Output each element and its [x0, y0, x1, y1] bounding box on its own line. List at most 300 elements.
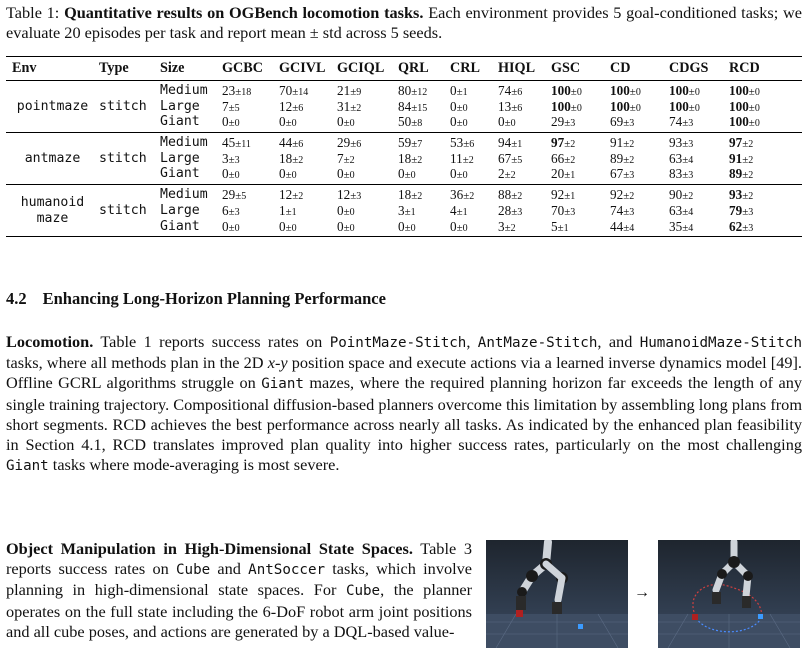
- size-cell: [154, 81, 216, 133]
- column-header-gciql: GCIQL: [331, 57, 392, 81]
- figure-panel-end: [658, 540, 800, 648]
- score: [222, 203, 273, 219]
- math-xy: x-y: [267, 353, 288, 373]
- score: [498, 114, 545, 130]
- plus-minus-symbol: ±: [511, 153, 518, 166]
- score-std: 0: [510, 118, 516, 130]
- score: [669, 166, 723, 182]
- plus-minus-symbol: ±: [411, 117, 418, 130]
- score-mean: 100: [551, 98, 571, 114]
- score: [450, 151, 492, 167]
- score-cell-gciql: [331, 81, 392, 133]
- score-std: 1: [462, 87, 468, 98]
- score-mean: 100: [610, 98, 630, 114]
- plus-minus-symbol: ±: [511, 86, 518, 98]
- score-std: 12: [417, 87, 428, 98]
- plus-minus-symbol: ±: [350, 190, 357, 203]
- score: [398, 166, 444, 182]
- score-mean: 94: [498, 135, 512, 151]
- score-mean: 70: [551, 202, 565, 218]
- code-pointmaze: PointMaze-Stitch: [329, 335, 467, 351]
- score-cell-cdgs: [663, 185, 723, 237]
- score-std: 2: [298, 191, 304, 203]
- score: [610, 166, 663, 182]
- table-body: [6, 81, 802, 237]
- score-mean: 0: [337, 202, 344, 218]
- plus-minus-symbol: ±: [748, 86, 755, 98]
- plus-minus-symbol: ±: [742, 153, 749, 166]
- score-std: 0: [754, 118, 760, 130]
- plus-minus-symbol: ±: [629, 86, 636, 98]
- plus-minus-symbol: ±: [564, 205, 571, 218]
- score: [337, 135, 392, 151]
- plus-minus-symbol: ±: [742, 205, 749, 218]
- score-std: 0: [576, 87, 582, 98]
- score-mean: 23: [222, 83, 236, 98]
- score-std: 6: [517, 87, 523, 98]
- plus-minus-symbol: ±: [688, 86, 695, 98]
- score: [398, 99, 444, 115]
- plus-minus-symbol: ±: [564, 153, 571, 166]
- score-mean: 44: [279, 135, 293, 151]
- caption-label: Table 1:: [6, 3, 60, 22]
- score: [551, 203, 604, 219]
- plus-minus-symbol: ±: [564, 117, 571, 130]
- score-mean: 5: [551, 218, 558, 234]
- score: [498, 135, 545, 151]
- score-mean: 92: [610, 187, 624, 203]
- score: [551, 166, 604, 182]
- env-cell: [6, 81, 93, 133]
- score-mean: 91: [610, 135, 624, 151]
- plus-minus-symbol: ±: [343, 153, 350, 166]
- text-run: tasks where mode-averaging is most severe.: [48, 455, 340, 475]
- score: [551, 135, 604, 151]
- score-mean: 0: [450, 114, 457, 130]
- score-std: 3: [234, 206, 240, 218]
- score-mean: 88: [498, 187, 512, 203]
- score-mean: 0: [450, 218, 457, 234]
- score-cell-gcivl: [273, 81, 331, 133]
- plus-minus-symbol: ±: [623, 221, 630, 234]
- plus-minus-symbol: ±: [504, 117, 511, 130]
- score-std: 3: [517, 206, 523, 218]
- score-mean: 18: [398, 150, 412, 166]
- plus-minus-symbol: ±: [235, 190, 242, 203]
- plus-minus-symbol: ±: [343, 169, 350, 182]
- score: [279, 219, 331, 235]
- score: [729, 219, 802, 235]
- score-mean: 7: [222, 98, 229, 114]
- plus-minus-symbol: ±: [411, 101, 418, 114]
- score-std: 2: [748, 154, 754, 166]
- score-std: 0: [462, 222, 468, 234]
- plus-minus-symbol: ±: [557, 221, 564, 234]
- plus-minus-symbol: ±: [623, 169, 630, 182]
- plus-minus-symbol: ±: [228, 169, 235, 182]
- column-header-type: Type: [93, 57, 154, 81]
- plus-minus-symbol: ±: [285, 117, 292, 130]
- score-std: 0: [694, 87, 700, 98]
- score-mean: 62: [729, 218, 743, 234]
- score-cell-cdgs: [663, 81, 723, 133]
- score-mean: 97: [729, 135, 743, 151]
- section-title: Enhancing Long-Horizon Planning Performance: [42, 289, 386, 308]
- plus-minus-symbol: ±: [629, 101, 636, 114]
- score-mean: 12: [279, 187, 293, 203]
- code-humanoidmaze: HumanoidMaze-Stitch: [639, 335, 802, 351]
- score-mean: 11: [450, 150, 463, 166]
- size-label: Large: [160, 150, 200, 166]
- plus-minus-symbol: ±: [504, 221, 511, 234]
- plus-minus-symbol: ±: [411, 86, 418, 98]
- plus-minus-symbol: ±: [235, 86, 242, 98]
- score-std: 1: [517, 139, 523, 151]
- score: [498, 203, 545, 219]
- plus-minus-symbol: ±: [292, 138, 299, 151]
- score-std: 3: [629, 170, 635, 182]
- score-std: 0: [694, 102, 700, 114]
- score-mean: 18: [279, 150, 293, 166]
- size-label: Large: [160, 98, 200, 114]
- score: [729, 83, 802, 99]
- score-mean: 29: [551, 114, 565, 130]
- plus-minus-symbol: ±: [456, 86, 463, 98]
- plus-minus-symbol: ±: [570, 86, 577, 98]
- size-label: Giant: [160, 114, 200, 130]
- table-header-row: [6, 57, 802, 81]
- score-std: 15: [417, 102, 428, 114]
- plus-minus-symbol: ±: [343, 117, 350, 130]
- type-cell: stitch: [93, 133, 154, 185]
- score-mean: 12: [279, 98, 293, 114]
- score-mean: 21: [337, 83, 351, 98]
- score-std: 0: [349, 118, 355, 130]
- score-mean: 97: [551, 135, 565, 151]
- plus-minus-symbol: ±: [623, 117, 630, 130]
- plus-minus-symbol: ±: [682, 153, 689, 166]
- plus-minus-symbol: ±: [411, 153, 418, 166]
- object-manipulation-paragraph: [6, 539, 472, 642]
- plus-minus-symbol: ±: [682, 169, 689, 182]
- score-std: 3: [570, 118, 576, 130]
- score-cell-hiql: [492, 81, 545, 133]
- score: [398, 114, 444, 130]
- code-antsoccer: AntSoccer: [248, 562, 326, 579]
- score-std: 9: [356, 87, 362, 98]
- text-run: , and: [597, 332, 640, 351]
- score-std: 4: [688, 154, 694, 166]
- score-cell-crl: [444, 81, 492, 133]
- score-std: 0: [410, 170, 416, 182]
- object-heading: Object Manipulation in High-Dimensional State Spaces.: [6, 539, 413, 558]
- score-mean: 59: [398, 135, 412, 151]
- env-name: antmaze: [24, 150, 81, 166]
- plus-minus-symbol: ±: [570, 101, 577, 114]
- plus-minus-symbol: ±: [742, 190, 749, 203]
- score: [222, 114, 273, 130]
- score-std: 2: [629, 154, 635, 166]
- score-mean: 6: [222, 202, 229, 218]
- score-std: 2: [688, 191, 694, 203]
- right-arrow-icon: →: [634, 584, 650, 601]
- score-std: 0: [349, 222, 355, 234]
- size-label: Medium: [160, 187, 208, 203]
- score-mean: 0: [450, 98, 457, 114]
- score-mean: 66: [551, 150, 565, 166]
- section-number: 4.2: [6, 289, 27, 308]
- size-cell: [154, 133, 216, 185]
- score: [398, 219, 444, 235]
- score-std: 3: [748, 206, 754, 218]
- score-mean: 92: [551, 187, 565, 203]
- score-std: 1: [570, 170, 576, 182]
- env-cell: [6, 133, 93, 185]
- score: [729, 151, 802, 167]
- score-std: 6: [298, 139, 304, 151]
- caption-title: Quantitative results on OGBench locomotion tasks.: [64, 3, 424, 22]
- results-table-wrapper: [6, 56, 802, 237]
- score-mean: 0: [398, 218, 405, 234]
- plus-minus-symbol: ±: [623, 205, 630, 218]
- score-std: 0: [754, 102, 760, 114]
- plus-minus-symbol: ±: [350, 101, 357, 114]
- score: [610, 219, 663, 235]
- plus-minus-symbol: ±: [682, 117, 689, 130]
- plus-minus-symbol: ±: [350, 138, 357, 151]
- score-mean: 28: [498, 202, 512, 218]
- score-mean: 100: [551, 83, 571, 98]
- code-giant: Giant: [6, 458, 49, 475]
- plus-minus-symbol: ±: [682, 205, 689, 218]
- score-std: 2: [629, 139, 635, 151]
- plus-minus-symbol: ±: [511, 138, 518, 151]
- plus-minus-symbol: ±: [511, 205, 518, 218]
- score-std: 3: [356, 191, 362, 203]
- score-mean: 3: [398, 202, 405, 218]
- score-mean: 0: [450, 166, 457, 182]
- score-cell-gsc: [545, 133, 604, 185]
- score-cell-gciql: [331, 133, 392, 185]
- score-std: 2: [468, 154, 474, 166]
- score: [610, 135, 663, 151]
- score-std: 2: [570, 154, 576, 166]
- score-mean: 0: [337, 218, 344, 234]
- plus-minus-symbol: ±: [404, 221, 411, 234]
- score: [222, 135, 273, 151]
- score: [450, 166, 492, 182]
- plus-minus-symbol: ±: [682, 221, 689, 234]
- score-std: 0: [635, 87, 641, 98]
- score-mean: 74: [669, 114, 683, 130]
- column-header-cdgs: CDGS: [663, 57, 723, 81]
- score: [669, 135, 723, 151]
- plus-minus-symbol: ±: [456, 221, 463, 234]
- score-mean: 100: [610, 83, 630, 98]
- table-row-group: [6, 81, 802, 133]
- score: [729, 99, 802, 115]
- env-name: maze: [36, 210, 69, 226]
- plus-minus-symbol: ±: [564, 169, 571, 182]
- score-std: 3: [629, 206, 635, 218]
- score-cell-cd: [604, 185, 663, 237]
- score: [551, 219, 604, 235]
- score: [669, 99, 723, 115]
- column-header-rcd: RCD: [723, 57, 802, 81]
- score: [279, 203, 331, 219]
- score-std: 0: [291, 170, 297, 182]
- score-mean: 84: [398, 98, 412, 114]
- score: [450, 219, 492, 235]
- score-mean: 50: [398, 114, 412, 130]
- score: [729, 135, 802, 151]
- score-std: 0: [291, 222, 297, 234]
- score-mean: 74: [610, 202, 624, 218]
- score-std: 2: [748, 191, 754, 203]
- score-mean: 12: [337, 187, 351, 203]
- score-mean: 0: [498, 114, 505, 130]
- score-mean: 29: [222, 187, 236, 203]
- score-mean: 100: [669, 98, 689, 114]
- plus-minus-symbol: ±: [623, 190, 630, 203]
- score: [610, 99, 663, 115]
- score: [669, 203, 723, 219]
- plus-minus-symbol: ±: [682, 190, 689, 203]
- plus-minus-symbol: ±: [350, 86, 357, 98]
- score-std: 0: [754, 87, 760, 98]
- score: [450, 187, 492, 203]
- score-mean: 93: [669, 135, 683, 151]
- plus-minus-symbol: ±: [462, 153, 469, 166]
- plus-minus-symbol: ±: [228, 117, 235, 130]
- score-mean: 74: [498, 83, 512, 98]
- score-std: 3: [688, 139, 694, 151]
- score: [279, 151, 331, 167]
- score-std: 0: [234, 170, 240, 182]
- plus-minus-symbol: ±: [511, 190, 518, 203]
- score: [551, 151, 604, 167]
- score-std: 0: [462, 118, 468, 130]
- score-cell-gcivl: [273, 185, 331, 237]
- score-std: 1: [563, 222, 569, 234]
- code-giant: Giant: [261, 376, 304, 393]
- code-antmaze: AntMaze-Stitch: [477, 335, 598, 351]
- score-std: 11: [241, 139, 251, 151]
- score: [729, 166, 802, 182]
- score-std: 0: [462, 102, 468, 114]
- table-caption: [6, 3, 802, 43]
- score-mean: 89: [610, 150, 624, 166]
- score-mean: 67: [498, 150, 512, 166]
- score-std: 6: [298, 102, 304, 114]
- score-mean: 0: [450, 83, 457, 98]
- score-std: 18: [241, 87, 252, 98]
- plus-minus-symbol: ±: [292, 86, 299, 98]
- score-cell-gsc: [545, 81, 604, 133]
- score-std: 0: [410, 222, 416, 234]
- plus-minus-symbol: ±: [228, 221, 235, 234]
- score-mean: 79: [729, 202, 743, 218]
- score: [279, 187, 331, 203]
- score: [669, 151, 723, 167]
- text-run: , the planner operates on the full state including the 6-DoF robot arm joint positions and all cube poses, and actions are generated by a DQL-based value-: [6, 580, 472, 641]
- score-std: 0: [234, 118, 240, 130]
- score-mean: 0: [398, 166, 405, 182]
- score-std: 3: [748, 222, 754, 234]
- score-mean: 80: [398, 83, 412, 98]
- score-std: 3: [688, 118, 694, 130]
- plus-minus-symbol: ±: [285, 169, 292, 182]
- column-header-cd: CD: [604, 57, 663, 81]
- plus-minus-symbol: ±: [228, 205, 235, 218]
- size-label: Medium: [160, 83, 208, 98]
- table-row-group: [6, 185, 802, 237]
- score: [610, 151, 663, 167]
- score-mean: 3: [222, 150, 229, 166]
- score-mean: 100: [729, 114, 749, 130]
- plus-minus-symbol: ±: [404, 169, 411, 182]
- score: [279, 83, 331, 99]
- score: [450, 99, 492, 115]
- score-std: 2: [298, 154, 304, 166]
- score: [610, 203, 663, 219]
- score-std: 6: [356, 139, 362, 151]
- score: [729, 203, 802, 219]
- score: [337, 83, 392, 99]
- code-cube: Cube: [176, 562, 211, 579]
- score-std: 2: [510, 170, 516, 182]
- score-mean: 91: [729, 150, 743, 166]
- column-header-gcivl: GCIVL: [273, 57, 331, 81]
- score-std: 3: [234, 154, 240, 166]
- plus-minus-symbol: ±: [748, 117, 755, 130]
- code-cube: Cube: [345, 583, 381, 600]
- score-cell-cd: [604, 133, 663, 185]
- score: [551, 83, 604, 99]
- score-cell-crl: [444, 133, 492, 185]
- score-std: 2: [748, 139, 754, 151]
- score: [450, 83, 492, 99]
- plus-minus-symbol: ±: [748, 101, 755, 114]
- score: [729, 114, 802, 130]
- score-mean: 0: [222, 218, 229, 234]
- plus-minus-symbol: ±: [411, 190, 418, 203]
- score: [498, 166, 545, 182]
- plus-minus-symbol: ±: [228, 153, 235, 166]
- score: [222, 83, 273, 99]
- score-cell-cdgs: [663, 133, 723, 185]
- score-std: 5: [234, 102, 240, 114]
- score-std: 4: [688, 222, 694, 234]
- score-std: 0: [576, 102, 582, 114]
- score: [398, 151, 444, 167]
- plus-minus-symbol: ±: [292, 153, 299, 166]
- score-std: 7: [417, 139, 423, 151]
- score: [729, 187, 802, 203]
- plus-minus-symbol: ±: [228, 101, 235, 114]
- plus-minus-symbol: ±: [285, 221, 292, 234]
- score-cell-rcd: [723, 133, 802, 185]
- plus-minus-symbol: ±: [343, 205, 350, 218]
- score: [337, 203, 392, 219]
- score-std: 2: [510, 222, 516, 234]
- score-mean: 0: [279, 166, 286, 182]
- plus-minus-symbol: ±: [456, 101, 463, 114]
- score-std: 1: [462, 206, 468, 218]
- score: [222, 99, 273, 115]
- env-cell: [6, 185, 93, 237]
- score-mean: 45: [222, 135, 236, 151]
